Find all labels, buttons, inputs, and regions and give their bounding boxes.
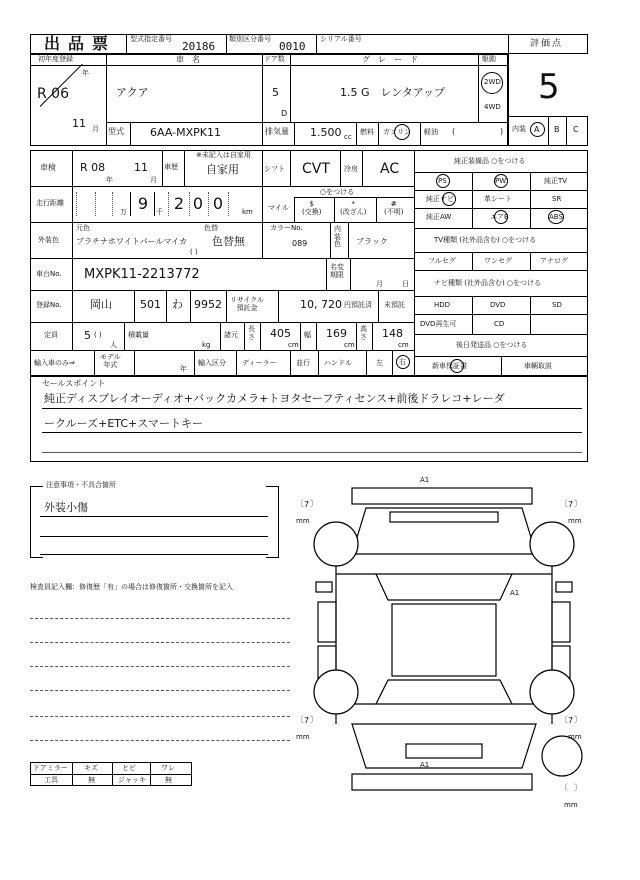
grade-label: グ レ ー ド	[362, 55, 418, 64]
mileage-digit: 0	[208, 192, 229, 216]
roof	[392, 604, 496, 676]
page-title: 出品票	[44, 34, 117, 53]
tire-depth: 7	[568, 500, 574, 509]
legend-break: ワレ	[161, 764, 175, 772]
doors-label: ドア数	[264, 55, 285, 63]
capacity: 5	[84, 329, 91, 342]
notes-bracket	[30, 486, 43, 558]
serial-label: シリアル番号	[320, 35, 362, 43]
equip-ps: PS	[438, 177, 447, 185]
later-title: 後日発送品 ○をつける	[456, 341, 528, 349]
tire-depth: 7	[304, 500, 310, 509]
rear-plate	[406, 744, 482, 758]
mark-door: A1	[510, 589, 520, 597]
inspection-month: 11	[134, 161, 148, 174]
history-note: ※未記入は自家用	[196, 151, 251, 159]
drive-label: 駆動	[482, 55, 496, 63]
reg-class: 501	[140, 298, 161, 311]
length-label: 長 さ	[248, 325, 255, 341]
mark-front: A1	[420, 476, 430, 484]
tire-rear-left	[314, 670, 358, 714]
mileage-digits	[76, 192, 258, 216]
height-label: 高 さ	[360, 325, 367, 341]
drive-4wd: 4WD	[484, 103, 501, 111]
tv-one: ワンセグ	[484, 257, 512, 265]
mileage-digit: 0	[188, 192, 209, 216]
mileage-label: 走行距離	[36, 199, 64, 207]
paren-open: (	[452, 127, 456, 136]
bracket-open: 〔	[296, 499, 304, 508]
displacement: 1.500	[310, 126, 342, 139]
model-label: 型式	[108, 127, 124, 136]
notes-title: 注意事項・不具合箇所	[46, 481, 116, 489]
legend-tools: 工具	[44, 776, 58, 784]
car-name-label: 車 名	[176, 55, 200, 64]
dims-label: 諸元	[224, 331, 238, 339]
inspection-year-unit: 年	[106, 176, 113, 184]
name-change-label: 名変 期限	[330, 263, 344, 280]
original-color: プラチナホワイトパールマイカ	[76, 237, 188, 246]
inspection-month-unit: 月	[150, 176, 157, 184]
bracket-close: 〕	[310, 715, 318, 724]
equip-sr: SR	[552, 195, 562, 203]
nc-day: 日	[402, 280, 409, 288]
form-no: 20186	[182, 40, 216, 53]
trunk	[352, 724, 536, 768]
history: 自家用	[206, 163, 239, 176]
handle-label: ハンドル	[324, 359, 352, 367]
mm-unit: mm	[296, 517, 310, 525]
legend-jack-val: 無	[165, 776, 172, 784]
door-type: D	[281, 109, 288, 118]
interior-c: C	[573, 125, 579, 134]
navi-hdd: HDD	[434, 301, 451, 309]
color-no: 089	[292, 239, 308, 248]
handle-right: 右	[399, 358, 406, 366]
car-name: アクア	[116, 86, 149, 99]
sales-line-2: ークルーズ+ETC+スマートキー	[44, 417, 204, 430]
month-unit: 月	[92, 125, 99, 133]
equip-leather: 革シート	[484, 195, 512, 203]
unit-sen: 千	[156, 208, 163, 216]
grade: 1.5 G レンタアップ	[340, 86, 446, 99]
height: 148	[382, 327, 403, 340]
rating-label: 評価点	[530, 39, 564, 49]
tire-rear-right	[530, 670, 574, 714]
tire-depth: 7	[304, 716, 310, 725]
bracket-open: 〔	[560, 783, 568, 792]
reg-area: 岡山	[90, 298, 112, 311]
bracket-close: 〕	[574, 715, 582, 724]
rear-window	[376, 680, 512, 704]
right-front-door	[552, 602, 570, 642]
left-mirror	[316, 582, 332, 592]
model-year-unit: 年	[180, 365, 187, 373]
chassis-label: 車台No.	[36, 270, 62, 278]
color-group-label: 外装色	[38, 236, 59, 244]
later-manual: 車輌取説	[524, 362, 552, 370]
rating-score: 5	[538, 67, 560, 107]
notes-item-1: 外装小傷	[44, 501, 88, 514]
legend-jack: ジャッキ	[118, 776, 146, 784]
diesel-label: 軽油	[424, 128, 438, 136]
paint: 色替無	[212, 235, 245, 248]
interior-color: ブラック	[356, 237, 388, 246]
legend-scratch: キズ	[84, 764, 98, 772]
tire-front-right	[530, 522, 574, 566]
load-label: 積載量	[128, 331, 149, 339]
navi-title: ナビ種類 (社外品含む) ○をつける	[434, 279, 542, 287]
form-no-label: 型式指定番号	[130, 35, 172, 43]
legend-tools-val: 無	[88, 776, 95, 784]
cc-unit: cc	[344, 133, 352, 141]
mileage-digit: 9	[132, 192, 155, 216]
unit-km: km	[242, 208, 253, 216]
shift: CVT	[302, 161, 330, 177]
capacity-paren: ( )	[94, 331, 102, 339]
car-diagram	[296, 474, 592, 814]
bracket-close: 〕	[574, 499, 582, 508]
unknown-label: # (不明)	[384, 200, 404, 217]
mileage-digit	[94, 192, 113, 216]
interior-color-label: 内 装 色	[334, 225, 341, 249]
length: 405	[270, 327, 291, 340]
paint-paren: ( )	[190, 248, 198, 256]
tire-front-left	[314, 522, 358, 566]
shift-label: シフト	[264, 165, 285, 173]
import-label: 輸入車のみ⇒	[34, 359, 75, 367]
navi-cd: CD	[494, 320, 505, 328]
reg-kana: わ	[172, 298, 183, 311]
doors: 5	[272, 86, 279, 99]
interior-label: 内装	[512, 125, 526, 133]
not-deposited: 未預託	[384, 301, 405, 309]
mm-unit: mm	[296, 733, 310, 741]
tv-title: TV種類 (社外品含む) ○をつける	[434, 236, 537, 244]
bracket-close: 〕	[574, 783, 582, 792]
inspection-label: 車検	[40, 163, 56, 172]
modified-label: * (改ざん)	[340, 200, 367, 217]
tire-depth: 7	[568, 716, 574, 725]
first-reg-era-year: R 06	[37, 86, 69, 102]
bracket-close: 〕	[310, 499, 318, 508]
height-cm: cm	[398, 341, 409, 349]
import-type-label: 輸入区分	[198, 359, 226, 367]
spare-tire	[542, 733, 582, 776]
length-cm: cm	[288, 341, 299, 349]
ac: AC	[380, 161, 400, 177]
nc-month: 月	[376, 280, 383, 288]
rear-bumper	[352, 774, 532, 790]
paren-close: )	[500, 127, 504, 136]
displacement-label: 排気量	[265, 127, 289, 136]
front-bumper	[352, 488, 532, 504]
legend-crack: ヒビ	[122, 764, 136, 772]
navi-dvd-play: DVD再生可	[420, 320, 457, 328]
bracket-open: 〔	[560, 715, 568, 724]
recycle-label: リサイクル 預託金	[230, 296, 265, 313]
tv-full: フルセグ	[428, 257, 456, 265]
bracket-open: 〔	[560, 499, 568, 508]
mm-unit: mm	[568, 517, 582, 525]
capacity-unit: 人	[110, 341, 117, 349]
tv-analog: アナログ	[540, 257, 568, 265]
chassis: MXPK11-2213772	[84, 267, 200, 282]
original-color-label: 元色	[76, 224, 90, 232]
later-warranty: 新車保証書	[432, 362, 467, 370]
left-front-door	[318, 602, 336, 642]
class-no-label: 類別区分番号	[229, 35, 271, 43]
dealer: ディーラー	[242, 359, 277, 367]
parallel: 並行	[296, 359, 310, 367]
sales-line-1: 純正ディスプレイオーディオ+バックカメラ+トヨタセーフティセンス+前後ドラレコ+レーダ	[44, 392, 505, 405]
hood	[352, 508, 536, 554]
inspection-year: R 08	[80, 161, 106, 174]
handle-left: 左	[376, 359, 383, 367]
load-unit: kg	[202, 341, 211, 349]
circle-note: ○をつける	[320, 188, 355, 196]
exchange-label: $ (交換)	[302, 200, 322, 217]
bracket-open: 〔	[296, 715, 304, 724]
mm-unit: mm	[564, 801, 578, 809]
equip-abs: ABS	[549, 213, 563, 221]
fuel: ガソリン	[383, 128, 411, 136]
mm-unit: mm	[568, 733, 582, 741]
ac-label: 冷房	[344, 165, 358, 173]
sales-title: セールスポイント	[42, 379, 106, 388]
front-grille	[390, 512, 498, 522]
fuel-label: 燃料	[360, 128, 374, 136]
width-cm: cm	[344, 341, 355, 349]
equip-tv: 純正TV	[544, 177, 568, 185]
recycle: 10, 720	[300, 298, 342, 311]
unit-man: 万	[120, 208, 127, 216]
equip-navi: 純正ナビ	[426, 195, 454, 203]
mileage-digit: 2	[168, 192, 190, 216]
model-year-label: モデル 年式	[100, 353, 121, 370]
windshield	[376, 574, 512, 600]
history-label: 車歴	[164, 163, 178, 171]
paint-label: 色替	[204, 224, 218, 232]
legend-mirror: ドアミラー	[33, 764, 68, 772]
color-no-label: カラーNo.	[270, 224, 303, 232]
model: 6AA-MXPK11	[150, 126, 221, 139]
class-no: 0010	[279, 40, 306, 53]
capacity-label: 定員	[44, 331, 58, 339]
recycle-unit: 円預託済	[344, 301, 372, 309]
reg-num: 9952	[194, 298, 222, 311]
equip-aw: 純正AW	[426, 213, 452, 221]
inspector-note: 検査員記入欄：修復歴「有」の場合は修復箇所・交換箇所を記入	[30, 583, 233, 591]
right-mirror	[556, 582, 572, 592]
navi-sd: SD	[552, 301, 562, 309]
width: 169	[326, 327, 347, 340]
equip-pw: PW	[495, 177, 507, 185]
width-label: 幅	[304, 331, 311, 339]
reg-label: 登録No.	[36, 301, 62, 309]
mileage-digit	[76, 192, 96, 216]
mark-rear: A1	[420, 761, 430, 769]
first-reg-label: 初年度登録	[38, 55, 73, 63]
interior-a: A	[534, 125, 540, 134]
equip-airbag: エアB	[490, 213, 509, 221]
year-unit: 年	[82, 69, 89, 77]
navi-dvd: DVD	[490, 301, 506, 309]
drive-2wd: 2WD	[484, 78, 501, 86]
equipment-title: 純正装備品 ○をつける	[454, 157, 526, 165]
interior-b: B	[554, 125, 560, 134]
first-reg-month: 11	[72, 117, 86, 130]
mile-label: マイル	[268, 204, 289, 212]
